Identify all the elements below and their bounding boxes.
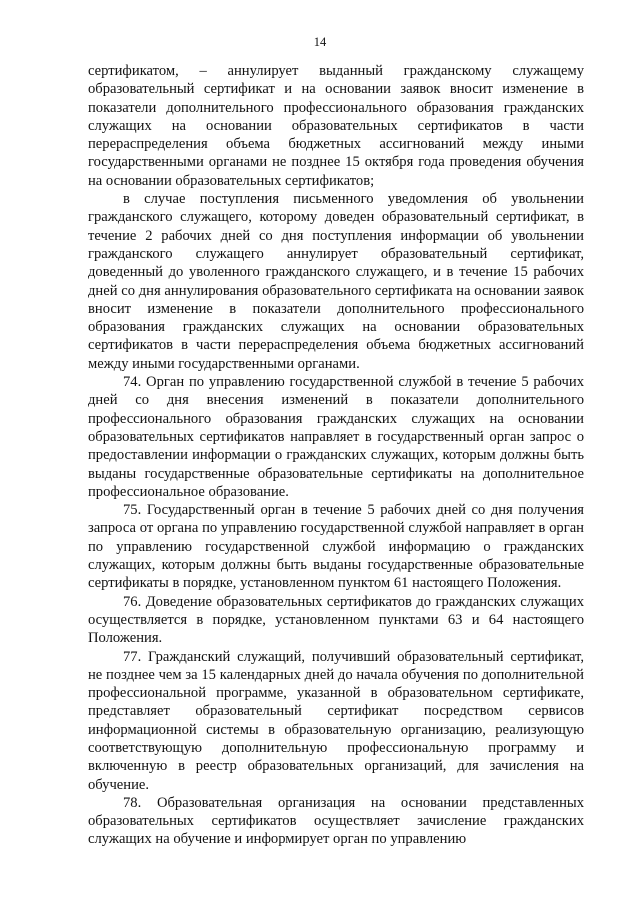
paragraph-item-76: 76. Доведение образовательных сертификатов до гражданских служащих осуществляется в порядке, установленном пунктами 63 и 64 настоящего Положения. — [88, 593, 584, 647]
paragraph-item-78: 78. Образовательная организация на основании представленных образовательных сертификатов осуществляет зачисление гражданских служащих на обучение и информирует орган по управлению — [88, 794, 584, 848]
paragraph-dismissal-notice: в случае поступления письменного уведомления об увольнении гражданского служащего, которому доведен образовательный сертификат, в течение 2 рабочих дней со дня поступления информации об увольнении гражданского служащего аннулирует образовательный сертификат, доведенный до уволенного гражданского служащего, и в течение 15 рабочих дней со дня аннулирования образовательного сертификата на основании заявок вносит изменение в показатели дополнительного профессионального образования гражданских служащих на основании образовательных сертификатов в части перераспределения объема бюджетных ассигнований между иными государственными органами. — [88, 191, 584, 372]
page-number: 14 — [313, 35, 327, 49]
document-body — [88, 62, 584, 849]
paragraph-item-75: 75. Государственный орган в течение 5 рабочих дней со дня получения запроса от органа по управлению государственной службой направляет в орган по управлению государственной службой информацию о гражданских служащих, которым должны быть выданы государственные образовательные сертификаты в порядке, установленном пунктом 61 настоящего Положения. — [88, 502, 584, 592]
paragraph-continuation: сертификатом, – аннулирует выданный гражданскому служащему образовательный сертификат и на основании заявок вносит изменение в показатели дополнительного профессионального образования гражданских служащих на основании образовательных сертификатов в части перераспределения объема бюджетных ассигнований между иными государственными органами не позднее 15 октября года проведения обучения на основании образовательных сертификатов; — [88, 63, 584, 189]
paragraph-item-77: 77. Гражданский служащий, получивший образовательный сертификат, не позднее чем за 15 календарных дней до начала обучения по дополнительной профессиональной программе, указанной в образовательном сертификате, представляет образовательный сертификат посредством сервисов информационной системы в образовательную организацию, реализующую соответствующую дополнительную профессиональную программу и включенную в реестр образовательных организаций, для зачисления на обучение. — [88, 648, 584, 793]
paragraph-item-74: 74. Орган по управлению государственной службой в течение 5 рабочих дней со дня внесения изменений в показатели дополнительного профессионального образования гражданских служащих на основании образовательных сертификатов направляет в государственный орган запрос о предоставлении информации о гражданских служащих, которым должны быть выданы государственные образовательные сертификаты на дополнительное профессиональное образование. — [88, 374, 584, 500]
